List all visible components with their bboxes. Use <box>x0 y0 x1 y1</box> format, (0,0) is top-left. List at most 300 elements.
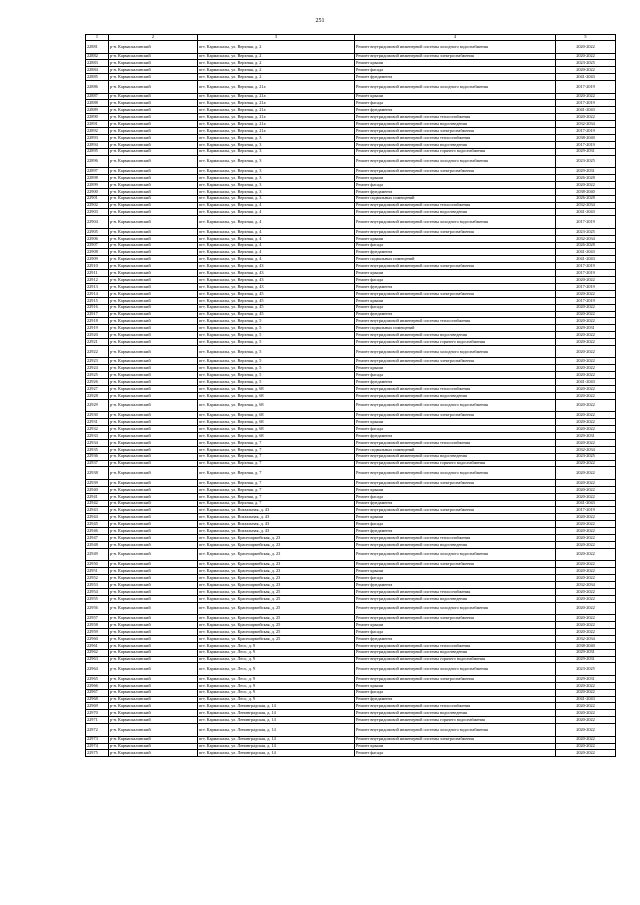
row-number: 22937 <box>86 460 109 467</box>
table-row <box>86 181 616 188</box>
period-cell: 2029-2031 <box>556 656 616 663</box>
district-cell: р-н. Кармаскалинский <box>109 386 198 393</box>
address-cell: пгт. Кармаскалы, ул. Верхняя, д. 45 <box>198 304 355 311</box>
row-number: 22912 <box>86 277 109 284</box>
table-row <box>86 209 616 216</box>
district-cell: р-н. Кармаскалинский <box>109 528 198 535</box>
period-cell: 2029-2031 <box>556 168 616 175</box>
period-cell: 2041-2043 <box>556 209 616 216</box>
address-cell: пгт. Кармаскалы, ул. Ленинградская, д. 14 <box>198 724 355 737</box>
period-cell: 2020-2022 <box>556 311 616 318</box>
work-type-cell: Ремонт фундамента <box>355 74 556 81</box>
row-number: 22947 <box>86 535 109 542</box>
work-type-cell: Ремонт подвальных помещений <box>355 256 556 263</box>
row-number: 22949 <box>86 548 109 561</box>
period-cell: 2020-2022 <box>556 486 616 493</box>
row-number: 22934 <box>86 439 109 446</box>
period-cell: 2023-2025 <box>556 60 616 67</box>
row-number: 22911 <box>86 270 109 277</box>
table-row <box>86 345 616 358</box>
row-number: 22907 <box>86 242 109 249</box>
work-type-cell: Ремонт внутридомовой инженерной системы теплоснабжения <box>355 642 556 649</box>
table-row <box>86 148 616 155</box>
row-number: 22892 <box>86 128 109 135</box>
row-number: 22952 <box>86 575 109 582</box>
period-cell: 2020-2022 <box>556 710 616 717</box>
period-cell: 2020-2022 <box>556 750 616 757</box>
row-number: 22922 <box>86 345 109 358</box>
repair-schedule-table <box>85 34 616 757</box>
table-row <box>86 188 616 195</box>
address-cell: пгт. Кармаскалы, ул. Красноармейская, д. 25 <box>198 615 355 622</box>
table-row <box>86 467 616 480</box>
row-number: 22884 <box>86 67 109 74</box>
district-cell: р-н. Кармаскалинский <box>109 168 198 175</box>
work-type-cell: Ремонт внутридомовой инженерной системы холодного водоснабжения <box>355 345 556 358</box>
work-type-cell: Ремонт внутридомовой инженерной системы холодного водоснабжения <box>355 155 556 168</box>
work-type-cell: Ремонт внутридомовой инженерной системы теплоснабжения <box>355 202 556 209</box>
address-cell: пгт. Кармаскалы, ул. Лесо, д. 9 <box>198 696 355 703</box>
row-number: 22959 <box>86 628 109 635</box>
address-cell: пгт. Кармаскалы, ул. Верхняя, д. 4 <box>198 256 355 263</box>
row-number: 22889 <box>86 107 109 114</box>
table-row <box>86 93 616 100</box>
work-type-cell: Ремонт внутридомовой инженерной системы водоотведения <box>355 453 556 460</box>
table-row <box>86 575 616 582</box>
address-cell: пгт. Кармаскалы, ул. Верхняя, д. 2 <box>198 74 355 81</box>
address-cell: пгт. Кармаскалы, ул. Верхняя, д. 4 <box>198 202 355 209</box>
period-cell: 2020-2022 <box>556 277 616 284</box>
district-cell: р-н. Кармаскалинский <box>109 277 198 284</box>
period-cell: 2020-2022 <box>556 399 616 412</box>
table-row <box>86 128 616 135</box>
table-row <box>86 628 616 635</box>
row-number: 22928 <box>86 392 109 399</box>
district-cell: р-н. Кармаскалинский <box>109 379 198 386</box>
district-cell: р-н. Кармаскалинский <box>109 486 198 493</box>
district-cell: р-н. Кармаскалинский <box>109 311 198 318</box>
period-cell: 2020-2022 <box>556 595 616 602</box>
table-row <box>86 195 616 202</box>
district-cell: р-н. Кармаскалинский <box>109 703 198 710</box>
row-number: 22950 <box>86 561 109 568</box>
work-type-cell: Ремонт фасада <box>355 689 556 696</box>
period-cell: 2020-2022 <box>556 426 616 433</box>
table-row <box>86 493 616 500</box>
row-number: 22883 <box>86 60 109 67</box>
period-cell: 2020-2022 <box>556 689 616 696</box>
district-cell: р-н. Кармаскалинский <box>109 304 198 311</box>
address-cell: пгт. Кармаскалы, ул. Верхняя, д. 5 <box>198 325 355 332</box>
work-type-cell: Ремонт внутридомовой инженерной системы холодного водоснабжения <box>355 467 556 480</box>
work-type-cell: Ремонт внутридомовой инженерной системы электроснабжения <box>355 736 556 743</box>
row-number: 22951 <box>86 568 109 575</box>
period-cell: 2020-2022 <box>556 114 616 121</box>
work-type-cell: Ремонт крыши <box>355 365 556 372</box>
period-cell: 2023-2025 <box>556 663 616 676</box>
work-type-cell: Ремонт фундамента <box>355 528 556 535</box>
district-cell: р-н. Кармаскалинский <box>109 500 198 507</box>
table-row <box>86 168 616 175</box>
row-number: 22936 <box>86 453 109 460</box>
address-cell: пгт. Кармаскалы, ул. Верхняя, д. 4 <box>198 249 355 256</box>
work-type-cell: Ремонт внутридомовой инженерной системы водоотведения <box>355 332 556 339</box>
district-cell: р-н. Кармаскалинский <box>109 622 198 629</box>
row-number: 22964 <box>86 663 109 676</box>
work-type-cell: Ремонт внутридомовой инженерной системы холодного водоснабжения <box>355 548 556 561</box>
row-number: 22974 <box>86 743 109 750</box>
period-cell: 2032-2034 <box>556 235 616 242</box>
work-type-cell: Ремонт внутридомовой инженерной системы теплоснабжения <box>355 535 556 542</box>
district-cell: р-н. Кармаскалинский <box>109 426 198 433</box>
period-cell: 2026-2028 <box>556 195 616 202</box>
period-cell: 2041-2043 <box>556 249 616 256</box>
work-type-cell: Ремонт внутридомовой инженерной системы холодного водоснабжения <box>355 602 556 615</box>
period-cell: 2020-2022 <box>556 514 616 521</box>
district-cell: р-н. Кармаскалинский <box>109 242 198 249</box>
address-cell: пгт. Кармаскалы, ул. Верхняя, д. 3 <box>198 134 355 141</box>
work-type-cell: Ремонт внутридомовой инженерной системы электроснабжения <box>355 412 556 419</box>
address-cell: пгт. Кармаскалы, ул. Верхняя, д. 3 <box>198 155 355 168</box>
table-row <box>86 318 616 325</box>
district-cell: р-н. Кармаскалинский <box>109 399 198 412</box>
address-cell: пгт. Кармаскалы, ул. Верхняя, д. 68 <box>198 426 355 433</box>
row-number: 22923 <box>86 358 109 365</box>
work-type-cell: Ремонт фасада <box>355 277 556 284</box>
row-number: 22914 <box>86 290 109 297</box>
address-cell: пгт. Кармаскалы, ул. Верхняя, д. 7 <box>198 453 355 460</box>
period-cell: 2020-2022 <box>556 521 616 528</box>
work-type-cell: Ремонт крыши <box>355 486 556 493</box>
address-cell: пгт. Кармаскалы, ул. Верхняя, д. 21а <box>198 121 355 128</box>
district-cell: р-н. Кармаскалинский <box>109 67 198 74</box>
table-row <box>86 682 616 689</box>
address-cell: пгт. Кармаскалы, ул. Верхняя, д. 43 <box>198 270 355 277</box>
district-cell: р-н. Кармаскалинский <box>109 507 198 514</box>
work-type-cell: Ремонт крыши <box>355 568 556 575</box>
address-cell: пгт. Кармаскалы, ул. Лесо, д. 9 <box>198 656 355 663</box>
row-number: 22898 <box>86 174 109 181</box>
work-type-cell: Ремонт внутридомовой инженерной системы теплоснабжения <box>355 318 556 325</box>
table-row <box>86 60 616 67</box>
work-type-cell: Ремонт фундамента <box>355 500 556 507</box>
district-cell: р-н. Кармаскалинский <box>109 114 198 121</box>
period-cell: 2020-2022 <box>556 345 616 358</box>
work-type-cell: Ремонт фасада <box>355 750 556 757</box>
district-cell: р-н. Кармаскалинский <box>109 392 198 399</box>
period-cell: 2020-2022 <box>556 339 616 346</box>
address-cell: пгт. Кармаскалы, ул. Верхняя, д. 5 <box>198 372 355 379</box>
district-cell: р-н. Кармаскалинский <box>109 675 198 682</box>
district-cell: р-н. Кармаскалинский <box>109 134 198 141</box>
table-row <box>86 325 616 332</box>
address-cell: пгт. Кармаскалы, ул. Верхняя, д. 7 <box>198 479 355 486</box>
address-cell: пгт. Кармаскалы, ул. Верхняя, д. 4 <box>198 235 355 242</box>
row-number: 22896 <box>86 155 109 168</box>
district-cell: р-н. Кармаскалинский <box>109 155 198 168</box>
period-cell: 2020-2022 <box>556 290 616 297</box>
period-cell: 2041-2043 <box>556 256 616 263</box>
work-type-cell: Ремонт крыши <box>355 419 556 426</box>
work-type-cell: Ремонт крыши <box>355 174 556 181</box>
district-cell: р-н. Кармаскалинский <box>109 81 198 94</box>
table-row <box>86 74 616 81</box>
address-cell: пгт. Кармаскалы, ул. Верхняя, д. 68 <box>198 399 355 412</box>
district-cell: р-н. Кармаскалинский <box>109 318 198 325</box>
table-row <box>86 379 616 386</box>
district-cell: р-н. Кармаскалинский <box>109 41 198 54</box>
address-cell: пгт. Кармаскалы, ул. Верхняя, д. 3 <box>198 174 355 181</box>
period-cell: 2020-2022 <box>556 181 616 188</box>
period-cell: 2017-2019 <box>556 270 616 277</box>
address-cell: пгт. Кармаскалы, ул. Верхняя, д. 45 <box>198 297 355 304</box>
district-cell: р-н. Кармаскалинский <box>109 736 198 743</box>
row-number: 22903 <box>86 209 109 216</box>
table-row <box>86 297 616 304</box>
address-cell: пгт. Кармаскалы, ул. Лесо, д. 9 <box>198 675 355 682</box>
address-cell: пгт. Кармаскалы, ул. Ленинградская, д. 14 <box>198 710 355 717</box>
table-row <box>86 500 616 507</box>
period-cell: 2017-2019 <box>556 141 616 148</box>
row-number: 22953 <box>86 582 109 589</box>
district-cell: р-н. Кармаскалинский <box>109 602 198 615</box>
period-cell: 2020-2022 <box>556 67 616 74</box>
row-number: 22910 <box>86 263 109 270</box>
row-number: 22895 <box>86 148 109 155</box>
row-number: 22935 <box>86 446 109 453</box>
work-type-cell: Ремонт внутридомовой инженерной системы водоотведения <box>355 209 556 216</box>
period-cell: 2020-2022 <box>556 358 616 365</box>
work-type-cell: Ремонт внутридомовой инженерной системы теплоснабжения <box>355 703 556 710</box>
district-cell: р-н. Кармаскалинский <box>109 656 198 663</box>
address-cell: пгт. Кармаскалы, ул. Лесо, д. 9 <box>198 663 355 676</box>
table-row <box>86 311 616 318</box>
work-type-cell: Ремонт внутридомовой инженерной системы холодного водоснабжения <box>355 81 556 94</box>
period-cell: 2023-2025 <box>556 155 616 168</box>
work-type-cell: Ремонт крыши <box>355 60 556 67</box>
district-cell: р-н. Кармаскалинский <box>109 290 198 297</box>
address-cell: пгт. Кармаскалы, ул. Верхняя, д. 7 <box>198 446 355 453</box>
work-type-cell: Ремонт фасада <box>355 628 556 635</box>
district-cell: р-н. Кармаскалинский <box>109 339 198 346</box>
address-cell: пгт. Кармаскалы, ул. Верхняя, д. 7 <box>198 439 355 446</box>
address-cell: пгт. Кармаскалы, ул. Верхняя, д. 3 <box>198 188 355 195</box>
row-number: 22944 <box>86 514 109 521</box>
table-row <box>86 642 616 649</box>
table-row <box>86 141 616 148</box>
period-cell: 2020-2022 <box>556 412 616 419</box>
district-cell: р-н. Кармаскалинский <box>109 93 198 100</box>
row-number: 22946 <box>86 528 109 535</box>
work-type-cell: Ремонт внутридомовой инженерной системы электроснабжения <box>355 228 556 235</box>
row-number: 22948 <box>86 541 109 548</box>
district-cell: р-н. Кармаскалинский <box>109 521 198 528</box>
period-cell: 2020-2022 <box>556 392 616 399</box>
address-cell: пгт. Кармаскалы, ул. Верхняя, д. 4 <box>198 242 355 249</box>
address-cell: пгт. Кармаскалы, ул. Красноармейская, д. 25 <box>198 595 355 602</box>
work-type-cell: Ремонт фасада <box>355 100 556 107</box>
table-row <box>86 249 616 256</box>
address-cell: пгт. Кармаскалы, ул. Верхняя, д. 7 <box>198 467 355 480</box>
district-cell: р-н. Кармаскалинский <box>109 358 198 365</box>
district-cell: р-н. Кармаскалинский <box>109 575 198 582</box>
row-number: 22890 <box>86 114 109 121</box>
address-cell: пгт. Кармаскалы, ул. Верхняя, д. 68 <box>198 419 355 426</box>
work-type-cell: Ремонт внутридомовой инженерной системы горячего водоснабжения <box>355 460 556 467</box>
work-type-cell: Ремонт крыши <box>355 297 556 304</box>
table-row <box>86 548 616 561</box>
table-row <box>86 202 616 209</box>
work-type-cell: Ремонт внутридомовой инженерной системы электроснабжения <box>355 53 556 60</box>
period-cell: 2020-2022 <box>556 588 616 595</box>
row-number: 22943 <box>86 507 109 514</box>
work-type-cell: Ремонт фундамента <box>355 696 556 703</box>
district-cell: р-н. Кармаскалинский <box>109 541 198 548</box>
work-type-cell: Ремонт фасада <box>355 372 556 379</box>
table-row <box>86 228 616 235</box>
table-row <box>86 235 616 242</box>
address-cell: пгт. Кармаскалы, ул. Лесо, д. 9 <box>198 642 355 649</box>
district-cell: р-н. Кармаскалинский <box>109 446 198 453</box>
row-number: 22968 <box>86 696 109 703</box>
district-cell: р-н. Кармаскалинский <box>109 628 198 635</box>
row-number: 22941 <box>86 493 109 500</box>
work-type-cell: Ремонт фундамента <box>355 379 556 386</box>
row-number: 22909 <box>86 256 109 263</box>
period-cell: 2041-2043 <box>556 74 616 81</box>
work-type-cell: Ремонт фундамента <box>355 311 556 318</box>
address-cell: пгт. Кармаскалы, ул. Ленинградская, д. 14 <box>198 703 355 710</box>
row-number: 22938 <box>86 467 109 480</box>
row-number: 22920 <box>86 332 109 339</box>
address-cell: пгт. Кармаскалы, ул. Верхняя, д. 4 <box>198 228 355 235</box>
table-row <box>86 134 616 141</box>
period-cell: 2017-2019 <box>556 263 616 270</box>
address-cell: пгт. Кармаскалы, ул. Вокзальная, д. 43 <box>198 514 355 521</box>
table-row <box>86 121 616 128</box>
work-type-cell: Ремонт фундамента <box>355 249 556 256</box>
period-cell: 2032-2034 <box>556 202 616 209</box>
work-type-cell: Ремонт фундамента <box>355 432 556 439</box>
period-cell: 2020-2022 <box>556 93 616 100</box>
row-number: 22958 <box>86 622 109 629</box>
table-row <box>86 724 616 737</box>
column-header: 5 <box>556 35 616 41</box>
district-cell: р-н. Кармаскалинский <box>109 188 198 195</box>
row-number: 22881 <box>86 41 109 54</box>
address-cell: пгт. Кармаскалы, ул. Верхняя, д. 5 <box>198 358 355 365</box>
address-cell: пгт. Кармаскалы, ул. Красноармейская, д. 25 <box>198 635 355 642</box>
work-type-cell: Ремонт крыши <box>355 743 556 750</box>
address-cell: пгт. Кармаскалы, ул. Верхняя, д. 3 <box>198 148 355 155</box>
table-row <box>86 635 616 642</box>
table-row <box>86 392 616 399</box>
table-row <box>86 304 616 311</box>
period-cell: 2017-2019 <box>556 100 616 107</box>
row-number: 22942 <box>86 500 109 507</box>
table-row <box>86 507 616 514</box>
period-cell: 2017-2019 <box>556 297 616 304</box>
period-cell: 2029-2031 <box>556 649 616 656</box>
district-cell: р-н. Кармаскалинский <box>109 100 198 107</box>
table-row <box>86 67 616 74</box>
district-cell: р-н. Кармаскалинский <box>109 682 198 689</box>
period-cell: 2023-2025 <box>556 453 616 460</box>
period-cell: 2020-2022 <box>556 602 616 615</box>
table-row <box>86 743 616 750</box>
table-row <box>86 460 616 467</box>
work-type-cell: Ремонт внутридомовой инженерной системы водоотведения <box>355 392 556 399</box>
table-row <box>86 386 616 393</box>
row-number: 22971 <box>86 717 109 724</box>
district-cell: р-н. Кармаскалинский <box>109 209 198 216</box>
district-cell: р-н. Кармаскалинский <box>109 724 198 737</box>
table-row <box>86 242 616 249</box>
period-cell: 2020-2022 <box>556 304 616 311</box>
row-number: 22933 <box>86 432 109 439</box>
table-row <box>86 256 616 263</box>
address-cell: пгт. Кармаскалы, ул. Верхняя, д. 43 <box>198 263 355 270</box>
row-number: 22916 <box>86 304 109 311</box>
address-cell: пгт. Кармаскалы, ул. Верхняя, д. 5 <box>198 332 355 339</box>
period-cell: 2020-2022 <box>556 460 616 467</box>
work-type-cell: Ремонт фасада <box>355 426 556 433</box>
row-number: 22940 <box>86 486 109 493</box>
work-type-cell: Ремонт внутридомовой инженерной системы электроснабжения <box>355 561 556 568</box>
address-cell: пгт. Кармаскалы, ул. Верхняя, д. 7 <box>198 486 355 493</box>
period-cell: 2020-2022 <box>556 419 616 426</box>
period-cell: 2020-2022 <box>556 372 616 379</box>
row-number: 22904 <box>86 216 109 229</box>
work-type-cell: Ремонт фасада <box>355 493 556 500</box>
work-type-cell: Ремонт внутридомовой инженерной системы электроснабжения <box>355 675 556 682</box>
work-type-cell: Ремонт внутридомовой инженерной системы горячего водоснабжения <box>355 148 556 155</box>
address-cell: пгт. Кармаскалы, ул. Красноармейская, д. 23 <box>198 541 355 548</box>
row-number: 22882 <box>86 53 109 60</box>
address-cell: пгт. Кармаскалы, ул. Ленинградская, д. 14 <box>198 750 355 757</box>
table-row <box>86 114 616 121</box>
period-cell: 2020-2022 <box>556 535 616 542</box>
period-cell: 2023-2025 <box>556 228 616 235</box>
row-number: 22926 <box>86 379 109 386</box>
table-row <box>86 53 616 60</box>
address-cell: пгт. Кармаскалы, ул. Верхняя, д. 68 <box>198 412 355 419</box>
work-type-cell: Ремонт крыши <box>355 622 556 629</box>
row-number: 22925 <box>86 372 109 379</box>
address-cell: пгт. Кармаскалы, ул. Верхняя, д. 5 <box>198 345 355 358</box>
work-type-cell: Ремонт крыши <box>355 514 556 521</box>
row-number: 22967 <box>86 689 109 696</box>
period-cell: 2038-2040 <box>556 134 616 141</box>
row-number: 22965 <box>86 675 109 682</box>
period-cell: 2020-2022 <box>556 541 616 548</box>
address-cell: пгт. Кармаскалы, ул. Верхняя, д. 43 <box>198 283 355 290</box>
address-cell: пгт. Кармаскалы, ул. Верхняя, д. 68 <box>198 386 355 393</box>
work-type-cell: Ремонт фасада <box>355 304 556 311</box>
period-cell: 2026-2028 <box>556 242 616 249</box>
period-cell: 2020-2022 <box>556 467 616 480</box>
district-cell: р-н. Кармаскалинский <box>109 649 198 656</box>
period-cell: 2017-2019 <box>556 507 616 514</box>
work-type-cell: Ремонт внутридомовой инженерной системы холодного водоснабжения <box>355 663 556 676</box>
table-row <box>86 107 616 114</box>
address-cell: пгт. Кармаскалы, ул. Верхняя, д. 21а <box>198 81 355 94</box>
address-cell: пгт. Кармаскалы, ул. Красноармейская, д. 23 <box>198 582 355 589</box>
work-type-cell: Ремонт подвальных помещений <box>355 446 556 453</box>
district-cell: р-н. Кармаскалинский <box>109 141 198 148</box>
period-cell: 2032-2034 <box>556 635 616 642</box>
district-cell: р-н. Кармаскалинский <box>109 270 198 277</box>
